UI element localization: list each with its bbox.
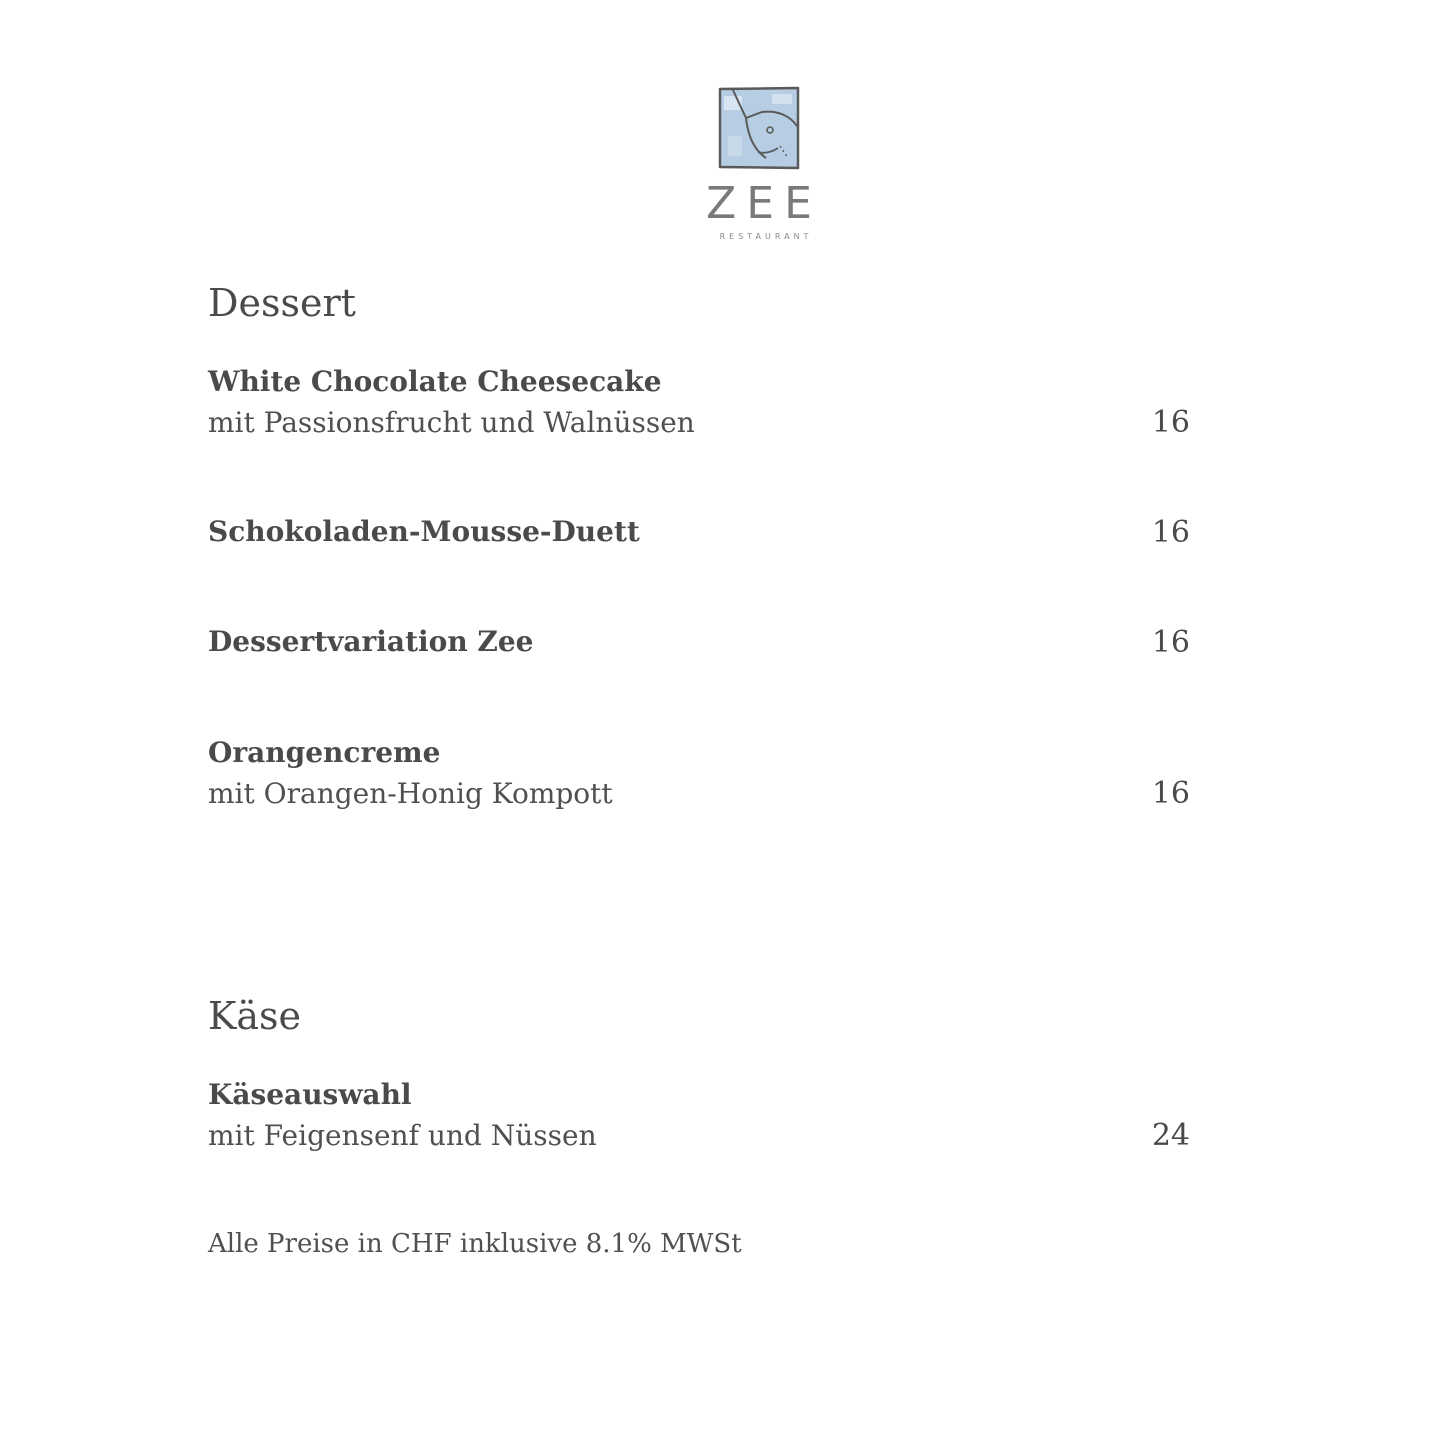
section-title-kaese: Käse bbox=[208, 994, 302, 1038]
menu-item-price: 16 bbox=[1151, 405, 1190, 440]
fish-head-icon bbox=[718, 86, 800, 170]
menu-item-name: Dessertvariation Zee bbox=[208, 625, 534, 658]
menu-item-name: Schokoladen-Mousse-Duett bbox=[208, 515, 640, 548]
menu-item-description: mit Feigensenf und Nüssen bbox=[208, 1119, 597, 1152]
restaurant-logo bbox=[694, 84, 826, 244]
menu-item-name: White Chocolate Cheesecake bbox=[208, 365, 662, 398]
menu-item-name: Käseauswahl bbox=[208, 1078, 412, 1111]
menu-item-price: 16 bbox=[1151, 625, 1190, 660]
menu-item-description: mit Passionsfrucht und Walnüssen bbox=[208, 406, 695, 439]
menu-item-description: mit Orangen-Honig Kompott bbox=[208, 777, 613, 810]
menu-item-name: Orangencreme bbox=[208, 736, 441, 769]
logo-wordmark: ZEE bbox=[706, 178, 822, 229]
section-title-dessert: Dessert bbox=[208, 281, 356, 325]
menu-item-price: 16 bbox=[1151, 515, 1190, 550]
menu-item-price: 16 bbox=[1151, 776, 1190, 811]
logo-subtitle: RESTAURANT bbox=[719, 232, 813, 241]
menu-item-price: 24 bbox=[1151, 1118, 1190, 1153]
price-footnote: Alle Preise in CHF inklusive 8.1% MWSt bbox=[208, 1229, 742, 1259]
